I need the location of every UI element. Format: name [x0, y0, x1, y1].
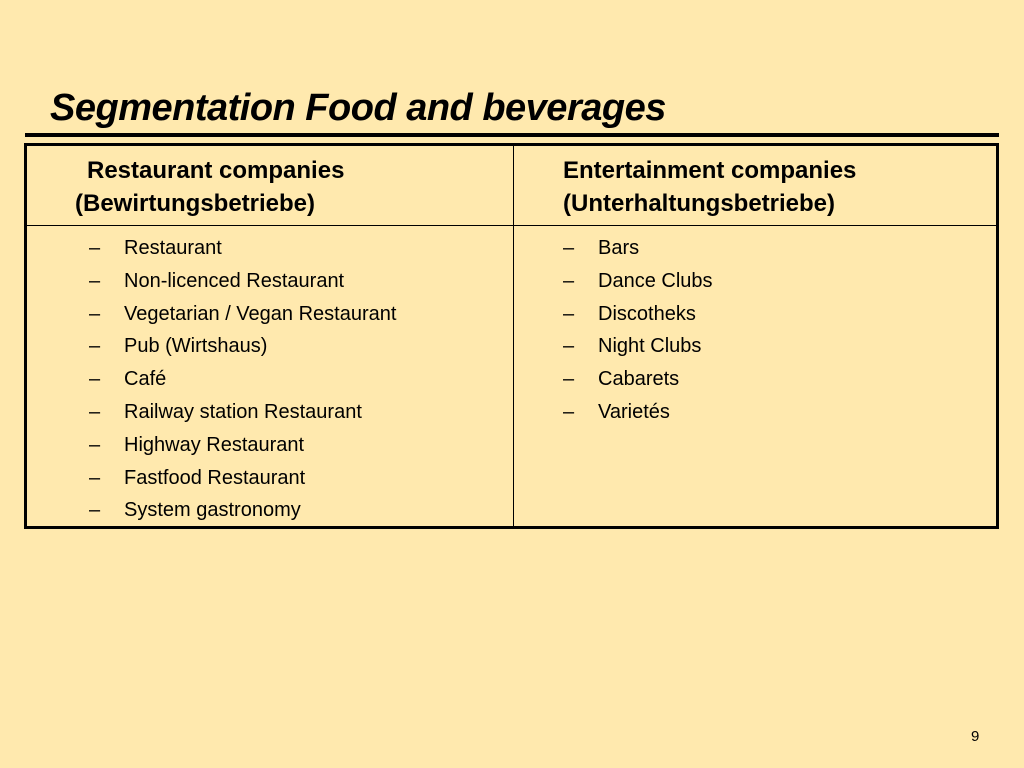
list-item-label: Café [124, 368, 167, 391]
restaurant-companies-list-cell [27, 226, 514, 526]
slide-title: Segmentation Food and beverages [50, 87, 666, 129]
restaurant-companies-header-cell [27, 146, 514, 226]
list-item-label: System gastronomy [124, 499, 301, 522]
list-item [89, 330, 396, 363]
entertainment-companies-title: Entertainment companies [563, 157, 857, 184]
list-item [89, 363, 396, 396]
restaurant-companies-header [75, 154, 344, 220]
list-item [89, 298, 396, 331]
entertainment-companies-list-cell [514, 226, 996, 526]
dash-bullet: – [89, 269, 101, 292]
list-item-label: Non-licenced Restaurant [124, 269, 345, 292]
list-item [89, 232, 396, 265]
dash-bullet: – [563, 400, 575, 423]
list-item-label: Vegetarian / Vegan Restaurant [124, 302, 397, 325]
dash-bullet: – [89, 433, 101, 456]
dash-bullet: – [89, 237, 101, 259]
entertainment-companies-header [563, 154, 856, 220]
list-item [563, 330, 713, 363]
list-item [563, 396, 713, 429]
list-item [89, 396, 396, 429]
list-item-label: Cabarets [598, 368, 680, 391]
list-item-label: Discotheks [598, 302, 696, 325]
list-item [563, 265, 713, 298]
list-item [563, 363, 713, 396]
dash-bullet: – [563, 269, 575, 292]
page-number: 9 [971, 728, 980, 745]
dash-bullet: – [563, 302, 575, 325]
dash-bullet: – [89, 400, 101, 423]
list-item [563, 298, 713, 331]
list-item-label: Highway Restaurant [124, 433, 305, 456]
list-item-label: Night Clubs [598, 335, 702, 358]
list-item-label: Fastfood Restaurant [124, 466, 306, 489]
dash-bullet: – [89, 499, 101, 522]
entertainment-companies-german-title: (Unterhaltungsbetriebe) [563, 190, 836, 217]
entertainment-companies-header-cell [514, 146, 996, 226]
segmentation-table [24, 143, 999, 529]
list-item-label: Railway station Restaurant [124, 400, 362, 423]
restaurant-companies-german-title: (Bewirtungsbetriebe) [75, 190, 316, 217]
list-item [89, 429, 396, 462]
list-item-label: Dance Clubs [598, 269, 713, 292]
list-item-label: Varietés [598, 400, 670, 423]
list-item [563, 232, 713, 265]
dash-bullet: – [563, 237, 575, 259]
dash-bullet: – [89, 335, 101, 358]
restaurant-companies-title: Restaurant companies [87, 157, 345, 184]
dash-bullet: – [89, 302, 101, 325]
list-item-label: Bars [598, 237, 640, 259]
entertainment-companies-list [563, 232, 713, 429]
list-item-label: Pub (Wirtshaus) [124, 335, 268, 358]
list-item [89, 265, 396, 298]
list-item [89, 494, 396, 527]
title-underline-rule [25, 133, 999, 137]
dash-bullet: – [563, 335, 575, 358]
list-item [89, 462, 396, 495]
dash-bullet: – [89, 466, 101, 489]
restaurant-companies-list [89, 232, 396, 527]
dash-bullet: – [89, 368, 101, 391]
list-item-label: Restaurant [124, 237, 222, 259]
dash-bullet: – [563, 368, 575, 391]
